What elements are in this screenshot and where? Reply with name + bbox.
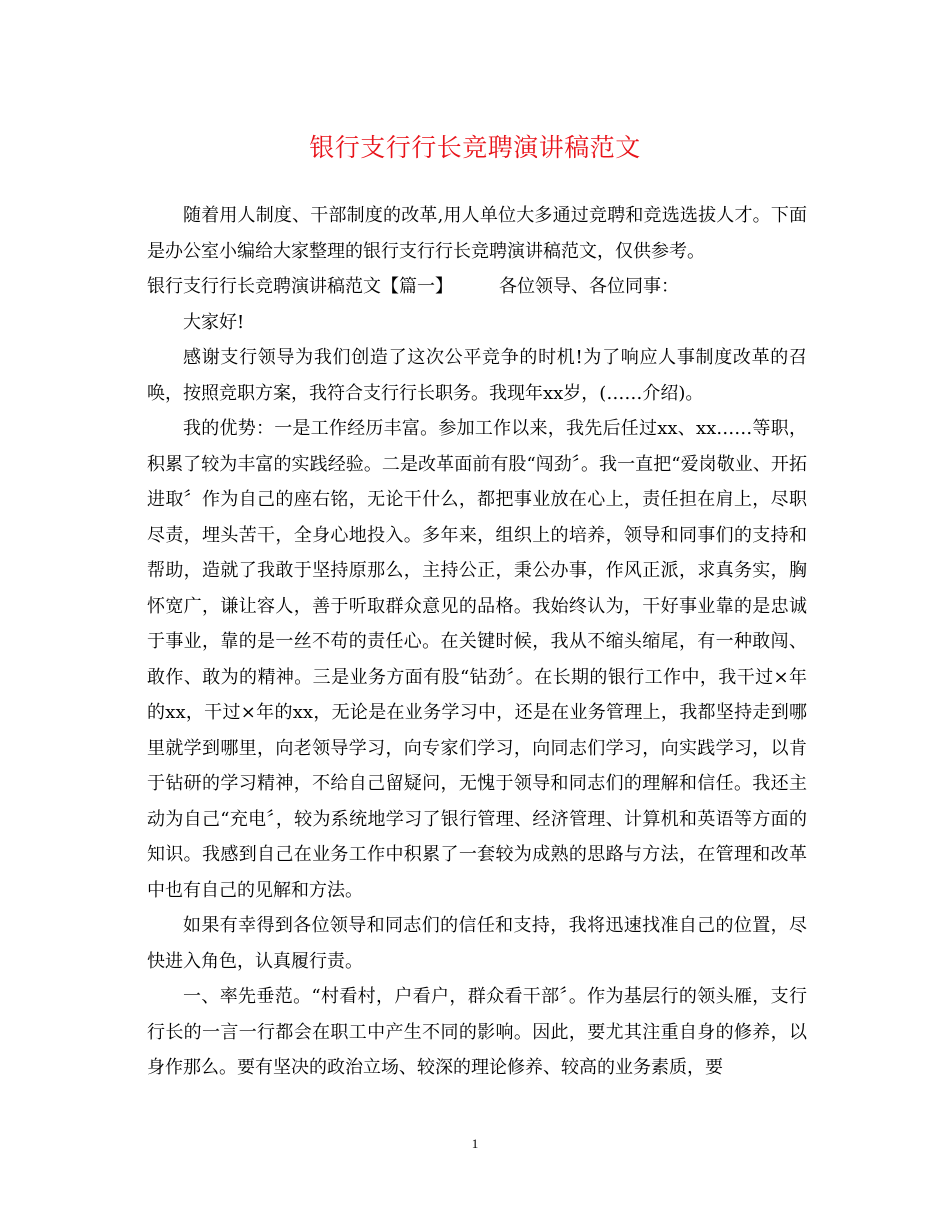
document-body — [147, 198, 807, 1086]
section-heading-line — [147, 269, 807, 305]
paragraph-advantages: 我的优势：一是工作经历丰富。参加工作以来，我先后任过xx、xx……等职，积累了较为丰富的实践经验。二是改革面前有股“闯劲〞。我一直把“爱岗敬业、开拓进取〞作为自己的座右铭，无论干什么，都把事业放在心上，责任担在肩上，尽职尽责，埋头苦干，全身心地投入。多年来，组织上的培养，领导和同事们的支持和帮助，造就了我敢于坚持原那么，主持公正，秉公办事，作风正派，求真务实，胸怀宽广，谦让容人，善于听取群众意见的品格。我始终认为，干好事业靠的是忠诚于事业，靠的是一丝不苟的责任心。在关键时候，我从不缩头缩尾，有一种敢闯、敢作、敢为的精神。三是业务方面有股“钻劲〞。在长期的银行工作中，我干过×年的xx，干过×年的xx，无论是在业务学习中，还是在业务管理上，我都坚持走到哪里就学到哪里，向老领导学习，向专家们学习，向同志们学习，向实践学习，以肯于钻研的学习精神，不给自己留疑问，无愧于领导和同志们的理解和信任。我还主动为自己“充电〞，较为系统地学习了银行管理、经济管理、计算机和英语等方面的知识。我感到自己在业务工作中积累了一套较为成熟的思路与方法，在管理和改革中也有自己的见解和方法。 — [147, 418, 807, 901]
document-title: 银行支行行长竞聘演讲稿范文 — [309, 133, 641, 162]
paragraph-lead-by-example: 一、率先垂范。“村看村，户看户，群众看干部〞。作为基层行的领头雁，支行行长的一言一行都会在职工中产生不同的影响。因此，要尤其注重自身的修养，以身作那么。要有坚决的政治立场、较深的理论修养、较高的业务素质，要 — [147, 986, 807, 1078]
intro-paragraph: 随着用人制度、干部制度的改革,用人单位大多通过竞聘和竞选选拔人才。下面是办公室小编给大家整理的银行支行行长竞聘演讲稿范文，仅供参考。 — [147, 205, 807, 262]
salutation: 各位领导、各位同事： — [499, 276, 679, 297]
section-heading: 银行支行行长竞聘演讲稿范文【篇一】 — [147, 276, 453, 297]
paragraph-commitment: 如果有幸得到各位领导和同志们的信任和支持，我将迅速找准自己的位置，尽快进入角色，认真履行责。 — [147, 915, 807, 972]
greeting: 大家好! — [183, 311, 245, 333]
page-number: 1 — [471, 1136, 479, 1151]
paragraph-thanks: 感谢支行领导为我们创造了这次公平竞争的时机!为了响应人事制度改革的召唤，按照竞职方案，我符合支行行长职务。我现年xx岁，(……介绍)。 — [147, 347, 807, 404]
